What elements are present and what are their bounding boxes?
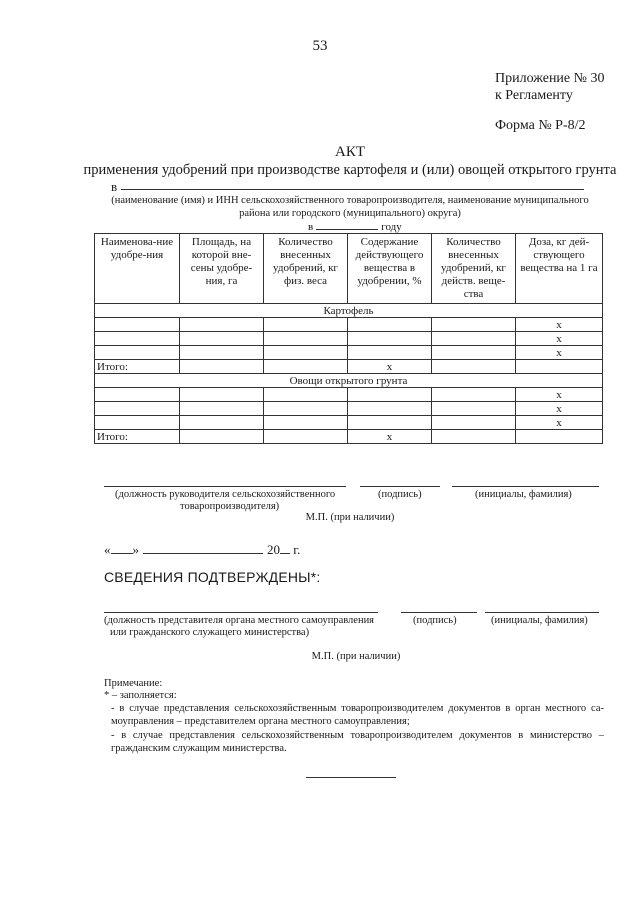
total-label: Итого:: [95, 360, 180, 374]
total-label: Итого:: [95, 430, 180, 444]
table-row[interactable]: х: [95, 402, 603, 416]
head-initials-field[interactable]: [452, 486, 599, 487]
table-row[interactable]: х: [95, 388, 603, 402]
table-row[interactable]: х: [95, 346, 603, 360]
official-position-field[interactable]: [104, 612, 378, 613]
org-note: (наименование (имя) и ИНН сельскохозяйственного товаропроизводителя, наименование муниципального района или городского (муниципального) округа): [111, 195, 589, 219]
appendix-line2: к Регламенту: [495, 88, 573, 103]
section-row: [95, 304, 603, 318]
note-title: Примечание:: [104, 678, 163, 689]
total-row: Итого: х: [95, 430, 603, 444]
stamp-note-2: М.П. (при наличии): [311, 651, 401, 662]
col-header-area: Площадь, на которой вне-сены удобре-ния, га: [180, 234, 264, 304]
note-star: * – заполняется:: [104, 690, 177, 701]
section-vegetables: Овощи открытого грунта: [95, 374, 603, 388]
table-row[interactable]: х: [95, 332, 603, 346]
act-subtitle: применения удобрений при производстве картофеля и (или) овощей открытого грунта: [83, 162, 617, 178]
appendix-reference: [495, 70, 605, 104]
official-signature-label: (подпись): [413, 615, 457, 626]
closing-rule: [306, 777, 396, 778]
note-item-1: - в случае представления сельскохозяйственным товаропроизводителем документов в орган местного са-моуправления – представителем органа местного самоуправления;: [111, 703, 604, 727]
col-header-name: Наименова-ние удобре-ния: [95, 234, 180, 304]
date-line: « » 20 г.: [104, 542, 301, 557]
day-field[interactable]: [111, 544, 133, 554]
head-signature-field[interactable]: [360, 486, 440, 487]
official-signature-field[interactable]: [401, 612, 477, 613]
col-header-dose: Доза, кг дей-ствующего вещества на 1 га: [516, 234, 603, 304]
section-potato: Картофель: [95, 304, 603, 318]
year-prefix: в: [308, 221, 314, 233]
total-row: Итого: х: [95, 360, 603, 374]
confirmed-heading: СВЕДЕНИЯ ПОДТВЕРЖДЕНЫ*:: [104, 569, 321, 585]
org-prefix: в: [111, 179, 118, 194]
month-field[interactable]: [143, 544, 263, 554]
year-short-field[interactable]: [280, 544, 290, 554]
col-header-quantity-active: Количество внесенных удобрений, кг действ. веще-ства: [432, 234, 516, 304]
year-field[interactable]: [316, 220, 378, 230]
note-item-2: - в случае представления сельскохозяйственным товаропроизводителем документов в министерство – гражданским служащим министерства.: [111, 730, 604, 754]
page-number: 53: [312, 38, 328, 54]
section-row: [95, 374, 603, 388]
col-header-content: Содержание действующего вещества в удобрении, %: [348, 234, 432, 304]
table-header-row: [95, 234, 603, 304]
year-suffix: году: [381, 221, 402, 233]
head-position-label: (должность руководителя сельскохозяйственного: [115, 489, 336, 500]
official-position-label-2: или гражданского служащего министерства): [110, 627, 310, 638]
official-initials-label: (инициалы, фамилия): [491, 615, 588, 626]
head-initials-label: (инициалы, фамилия): [475, 489, 572, 500]
table-row[interactable]: х: [95, 416, 603, 430]
head-signature-label: (подпись): [378, 489, 422, 500]
table-row[interactable]: х: [95, 318, 603, 332]
appendix-line1: Приложение № 30: [495, 71, 605, 86]
official-initials-field[interactable]: [485, 612, 599, 613]
act-title: АКТ: [335, 144, 365, 160]
head-position-label-2: товаропроизводителя): [180, 501, 280, 512]
org-name-field[interactable]: [121, 189, 584, 190]
fertilizer-table: [94, 233, 603, 444]
official-position-label: (должность представителя органа местного самоуправления: [104, 615, 375, 626]
form-number: Форма № Р-8/2: [495, 118, 586, 133]
col-header-quantity-phys: Количество внесенных удобрений, кг физ. веса: [264, 234, 348, 304]
head-position-field[interactable]: [104, 486, 346, 487]
stamp-note-1: М.П. (при наличии): [305, 512, 395, 523]
year-line: [308, 220, 402, 233]
